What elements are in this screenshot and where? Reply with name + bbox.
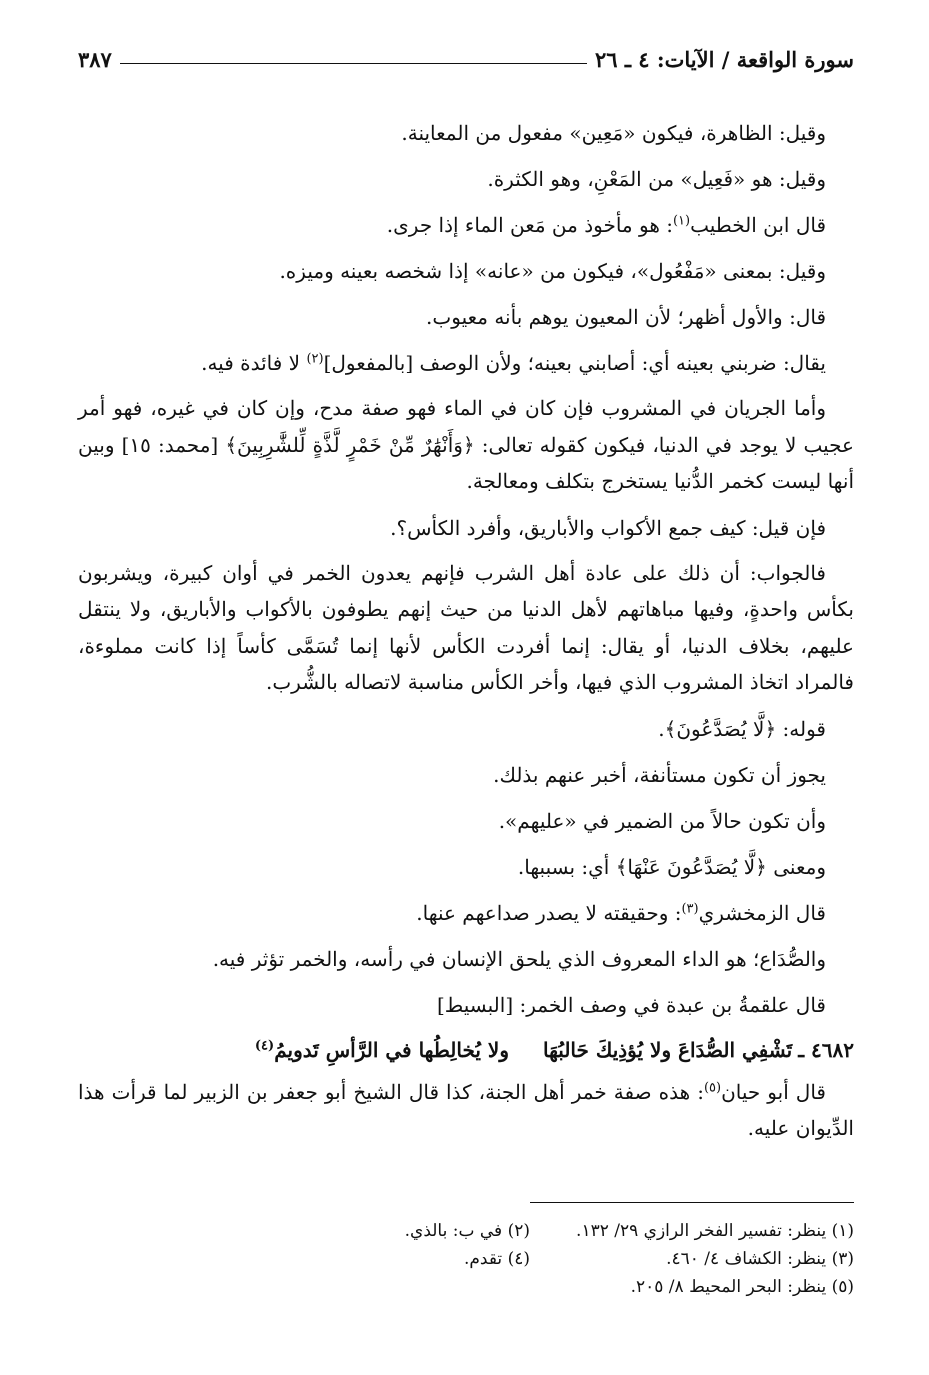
paragraph-14 (78, 890, 854, 936)
paragraph-17-text-b: : هذه صفة خمر أهل الجنة، كذا قال الشيخ أبو جعفر بن الزبير لما قرأت هذا الدِّيوان عليه. (78, 1079, 854, 1140)
page-body (78, 110, 854, 1147)
paragraph-9: فالجواب: أن ذلك على عادة أهل الشرب فإنهم يعدون الخمر في أوان كبيرة، ويشربون بكأس واحدةٍ، وفيها مباهاتهم لأهل الدنيا من حيث إنهم يطوفون بالأكواب والأباريق، ولا ينتقل عليهم، بخلاف الدنيا، أو يقال: إنما أفردت الكأس لأنها إنما تُسَمَّى كأساً إذا كانت مملوءة، فالمراد اتخاذ المشروب الذي فيها، وأخر الكأس مناسبة لاتصاله بالشُّرب. (78, 560, 854, 694)
footnote-ref-2: (٢) (306, 351, 324, 367)
paragraph-6 (78, 340, 854, 386)
verse-second-text: ولا يُخالِطُها في الرَّأسِ تَدويمُ (274, 1037, 509, 1062)
page-number: ٣٨٧ (78, 47, 112, 72)
footnote-5: (٥) ينظر: البحر المحيط ٨/ ٢٠٥. (630, 1277, 854, 1297)
paragraph-6-text-b: لا فائدة فيه. (201, 351, 307, 375)
paragraph-17 (78, 1074, 854, 1147)
paragraph-4: وقيل: بمعنى «مَفْعُول»، فيكون من «عانه» إذا شخصه بعينه وميزه. (279, 259, 826, 283)
paragraph-7: وأما الجريان في المشروب فإن كان في الماء فهو صفة مدح، وإن كان في غيره، فهو أمر عجيب لا يوجد في الدنيا، فيكون كقوله تعالى: ﴿وَأَنْهَٰرٌ مِّنْ خَمْرٍ لَّذَّةٍ لِّلشَّٰرِبِينَ﴾ [محمد: ١٥] وبين أنها ليست كخمر الدُّنيا يستخرج بتكلف ومعالجة. (78, 396, 854, 493)
footnote-1: (١) ينظر: تفسير الفخر الرازي ٢٩/ ١٣٢. (576, 1221, 854, 1241)
paragraph-11: يجوز أن تكون مستأنفة، أخبر عنهم بذلك. (493, 762, 826, 787)
footnote-2: (٢) في ب: بالذي. (404, 1221, 530, 1241)
footnote-ref-4: (٤) (254, 1037, 275, 1053)
footnote-row-3 (78, 1273, 854, 1301)
paragraph-6-text-a: يقال: ضربني بعينه أي: أصابني بعينه؛ ولأن الوصف [بالمفعول] (323, 351, 826, 375)
paragraph-3 (78, 202, 854, 248)
paragraph-16: قال علقمةُ بن عبدة في وصف الخمر: [البسيط] (436, 992, 826, 1017)
verse-second-hemistich (255, 1030, 509, 1070)
footnotes (78, 1217, 854, 1301)
verse-number: ٤٦٨٢ ـ (798, 1037, 854, 1062)
footnote-separator (530, 1202, 854, 1203)
footnote-row-2 (78, 1245, 854, 1273)
poetry-verse (78, 1030, 854, 1070)
paragraph-3-text-a: قال ابن الخطيب (690, 213, 826, 237)
footnote-3: (٣) ينظر: الكشاف ٤/ ٤٦٠. (666, 1249, 854, 1269)
paragraph-15: والصُّدَاع؛ هو الداء المعروف الذي يلحق الإنسان في رأسه، والخمر تؤثر فيه. (212, 946, 826, 971)
paragraph-8: فإن قيل: كيف جمع الأكواب والأباريق، وأفرد الكأس؟. (390, 515, 826, 540)
paragraph-13: ومعنى ﴿لَّا يُصَدَّعُونَ عَنْهَا﴾ أي: بسببها. (517, 854, 826, 879)
footnote-ref-3: (٣) (681, 900, 699, 916)
verse-first-hemistich: تَشْفِي الصُّدَاعَ ولا يُؤذِيكَ حَالبُهَا (542, 1037, 793, 1062)
paragraph-5: قال: والأول أظهر؛ لأن المعيون يوهم بأنه معيوب. (426, 305, 826, 329)
footnote-4: (٤) تقدم. (463, 1249, 530, 1269)
footnote-ref-1: (١) (672, 213, 691, 229)
footnote-row-1 (78, 1217, 854, 1245)
footnote-ref-5: (٥) (703, 1079, 722, 1095)
paragraph-10: قوله: ﴿لَّا يُصَدَّعُونَ﴾. (658, 716, 826, 741)
paragraph-17-text-a: قال أبو حيان (721, 1079, 826, 1104)
paragraph-3-text-b: : هو مأخوذ من مَعن الماء إذا جرى. (386, 213, 673, 237)
book-page (78, 32, 854, 1342)
paragraph-1: وقيل: الظاهرة، فيكون «مَعِين» مفعول من المعاينة. (401, 121, 826, 145)
paragraph-14-text-b: : وحقيقته لا يصدر صداعهم عنها. (416, 900, 682, 925)
running-header (78, 32, 854, 72)
paragraph-14-text-a: قال الزمخشري (698, 900, 826, 925)
header-title: سورة الواقعة / الآيات: ٤ ـ ٢٦ (594, 47, 854, 72)
header-rule (120, 62, 587, 64)
paragraph-12: وأن تكون حالاً من الضمير في «عليهم». (498, 808, 826, 833)
paragraph-2: وقيل: هو «فَعِيل» من المَعْنِ، وهو الكثرة. (487, 167, 826, 191)
